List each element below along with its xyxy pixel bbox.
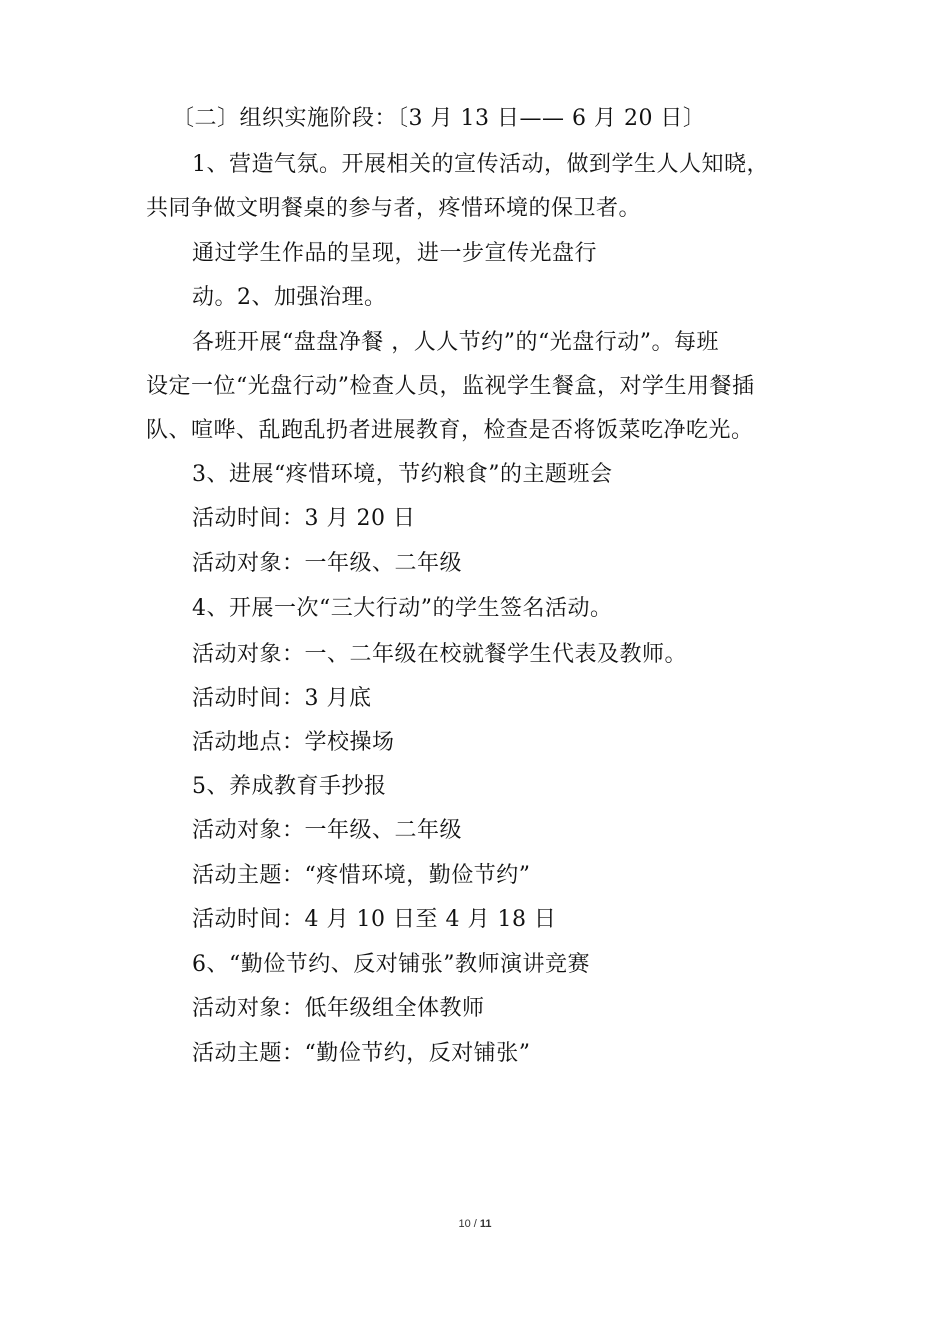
paragraph-line: 活动对象：低年级组全体教师	[192, 996, 485, 1021]
current-page-number: 10	[458, 1218, 471, 1230]
paragraph-line: 队、喧哗、乱跑乱扔者进展教育，检查是否将饭菜吃净吃光。	[146, 418, 754, 443]
paragraph-line: 5、养成教育手抄报	[192, 774, 387, 799]
paragraph-line: 通过学生作品的呈现，进一步宣传光盘行	[192, 241, 598, 266]
paragraph-line: 活动时间：4 月 10 日至 4 月 18 日	[192, 907, 557, 932]
paragraph-line: 活动主题：“疼惜环境，勤俭节约”	[192, 863, 531, 888]
paragraph-line: 活动地点：学校操场	[192, 730, 395, 755]
paragraph-line: 6、“勤俭节约、反对铺张”教师演讲竞赛	[192, 952, 590, 977]
page-number	[0, 1218, 950, 1230]
paragraph-line: 活动对象：一年级、二年级	[192, 818, 463, 843]
paragraph-line: 设定一位“光盘行动”检查人员，监视学生餐盒，对学生用餐插	[146, 374, 755, 399]
paragraph-line: 4、开展一次“三大行动”的学生签名活动。	[192, 596, 613, 621]
paragraph-line: 活动主题：“勤俭节约，反对铺张”	[192, 1041, 531, 1066]
paragraph-line: 活动对象：一、二年级在校就餐学生代表及教师。	[192, 642, 688, 667]
paragraph-line: 动。2、加强治理。	[192, 285, 387, 310]
section-heading: 〔二〕组织实施阶段：〔3 月 13 日—— 6 月 20 日〕	[172, 106, 706, 131]
paragraph-line: 活动时间：3 月 20 日	[192, 506, 416, 531]
total-page-count: 11	[479, 1218, 492, 1230]
paragraph-line: 共同争做文明餐桌的参与者，疼惜环境的保卫者。	[146, 196, 642, 221]
page-number-separator: /	[470, 1218, 480, 1230]
paragraph-line: 各班开展“盘盘净餐 ，人人节约”的“光盘行动”。每班	[192, 330, 719, 355]
paragraph-line: 活动对象：一年级、二年级	[192, 551, 463, 576]
paragraph-line: 活动时间：3 月底	[192, 686, 372, 711]
paragraph-line: 1、营造气氛。开展相关的宣传活动，做到学生人人知晓，	[192, 152, 769, 177]
paragraph-line: 3、进展“疼惜环境，节约粮食”的主题班会	[192, 462, 613, 487]
